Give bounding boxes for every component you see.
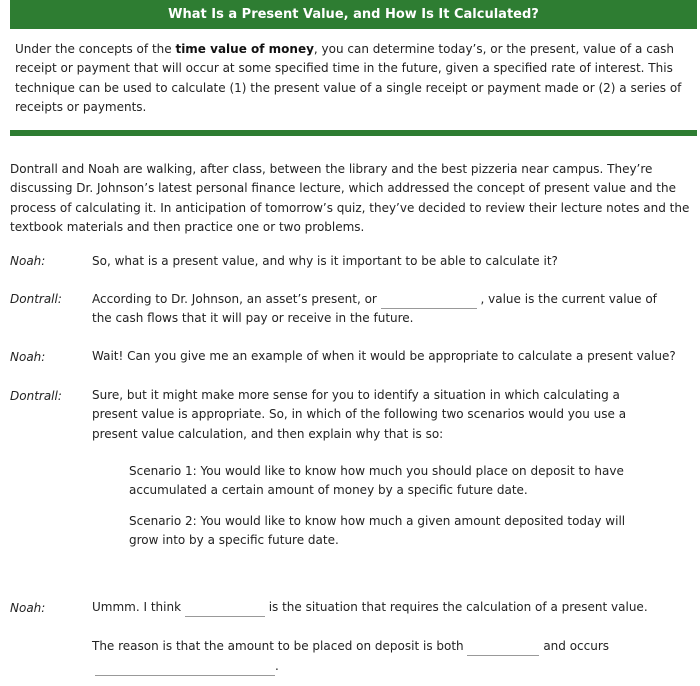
intro-text-start: Under the concepts of the [15, 42, 176, 56]
present-value-synonym-blank[interactable] [381, 294, 477, 309]
line2-continuation: the cash flows that it will pay or receive in the future. [92, 311, 414, 326]
intro-bold-term: time value of money [175, 42, 314, 56]
line6-period: . [275, 659, 279, 673]
speaker-dontrall: Dontrall: [10, 292, 62, 306]
line5-text-start: Ummm. I think [92, 600, 182, 614]
line2-text-end: , value is the current value of [480, 292, 657, 306]
scenario-choice-blank[interactable] [185, 602, 265, 617]
section-divider [10, 130, 697, 136]
line6-text-start: The reason is that the amount to be placed on deposit is both [92, 639, 464, 653]
dialogue-line-6-cont [95, 657, 675, 676]
line5-text-end: is the situation that requires the calculation of a present value. [268, 600, 648, 614]
dialogue-line-3: Wait! Can you give me an example of when it would be appropriate to calculate a present value? [92, 349, 676, 363]
intro-text-end: , you can determine today’s, or the present, value of a cash receipt or payment that will occur at some specified time in the future, given a specified rate of interest. This technique can be used to calculate (1) the present value of a single receipt or payment made or (2) a series of receipts or payments. [15, 42, 682, 114]
scenario-1: Scenario 1: You would like to know how much you should place on deposit to have accumulated a certain amount of money by a specific future date. [129, 464, 624, 498]
dialogue-line-4: Sure, but it might make more sense for you to identify a situation in which calculating a present value is appropriate. So, in which of the following two scenarios would you use a present value calculation, and then explain why that is so: [92, 388, 627, 441]
dialogue-line-1: So, what is a present value, and why is it important to be able to calculate it? [92, 254, 558, 268]
speaker-noah: Noah: [10, 254, 46, 268]
timing-blank[interactable] [95, 661, 275, 676]
dialogue-line-2 [92, 290, 662, 329]
speaker-noah: Noah: [10, 601, 46, 615]
line2-text-start: According to Dr. Johnson, an asset’s present, or [92, 292, 377, 306]
story-paragraph: Dontrall and Noah are walking, after class, between the library and the best pizzeria near campus. They’re discussing Dr. Johnson’s latest personal finance lecture, which addressed the concept of present value and the process of calculating it. In anticipation of tomorrow’s quiz, they’ve decided to review their lecture notes and the textbook materials and then practice one or two problems. [10, 162, 690, 234]
page-title: What Is a Present Value, and How Is It Calculated? [10, 0, 697, 29]
speaker-dontrall: Dontrall: [10, 389, 62, 403]
line6-text-end: and occurs [543, 639, 610, 653]
speaker-noah: Noah: [10, 350, 46, 364]
dialogue-line-6 [92, 637, 672, 656]
intro-paragraph [15, 40, 690, 117]
scenario-2: Scenario 2: You would like to know how much a given amount deposited today will grow into by a specific future date. [129, 514, 626, 548]
amount-characteristic-blank[interactable] [467, 641, 539, 656]
dialogue-line-5 [92, 598, 672, 617]
